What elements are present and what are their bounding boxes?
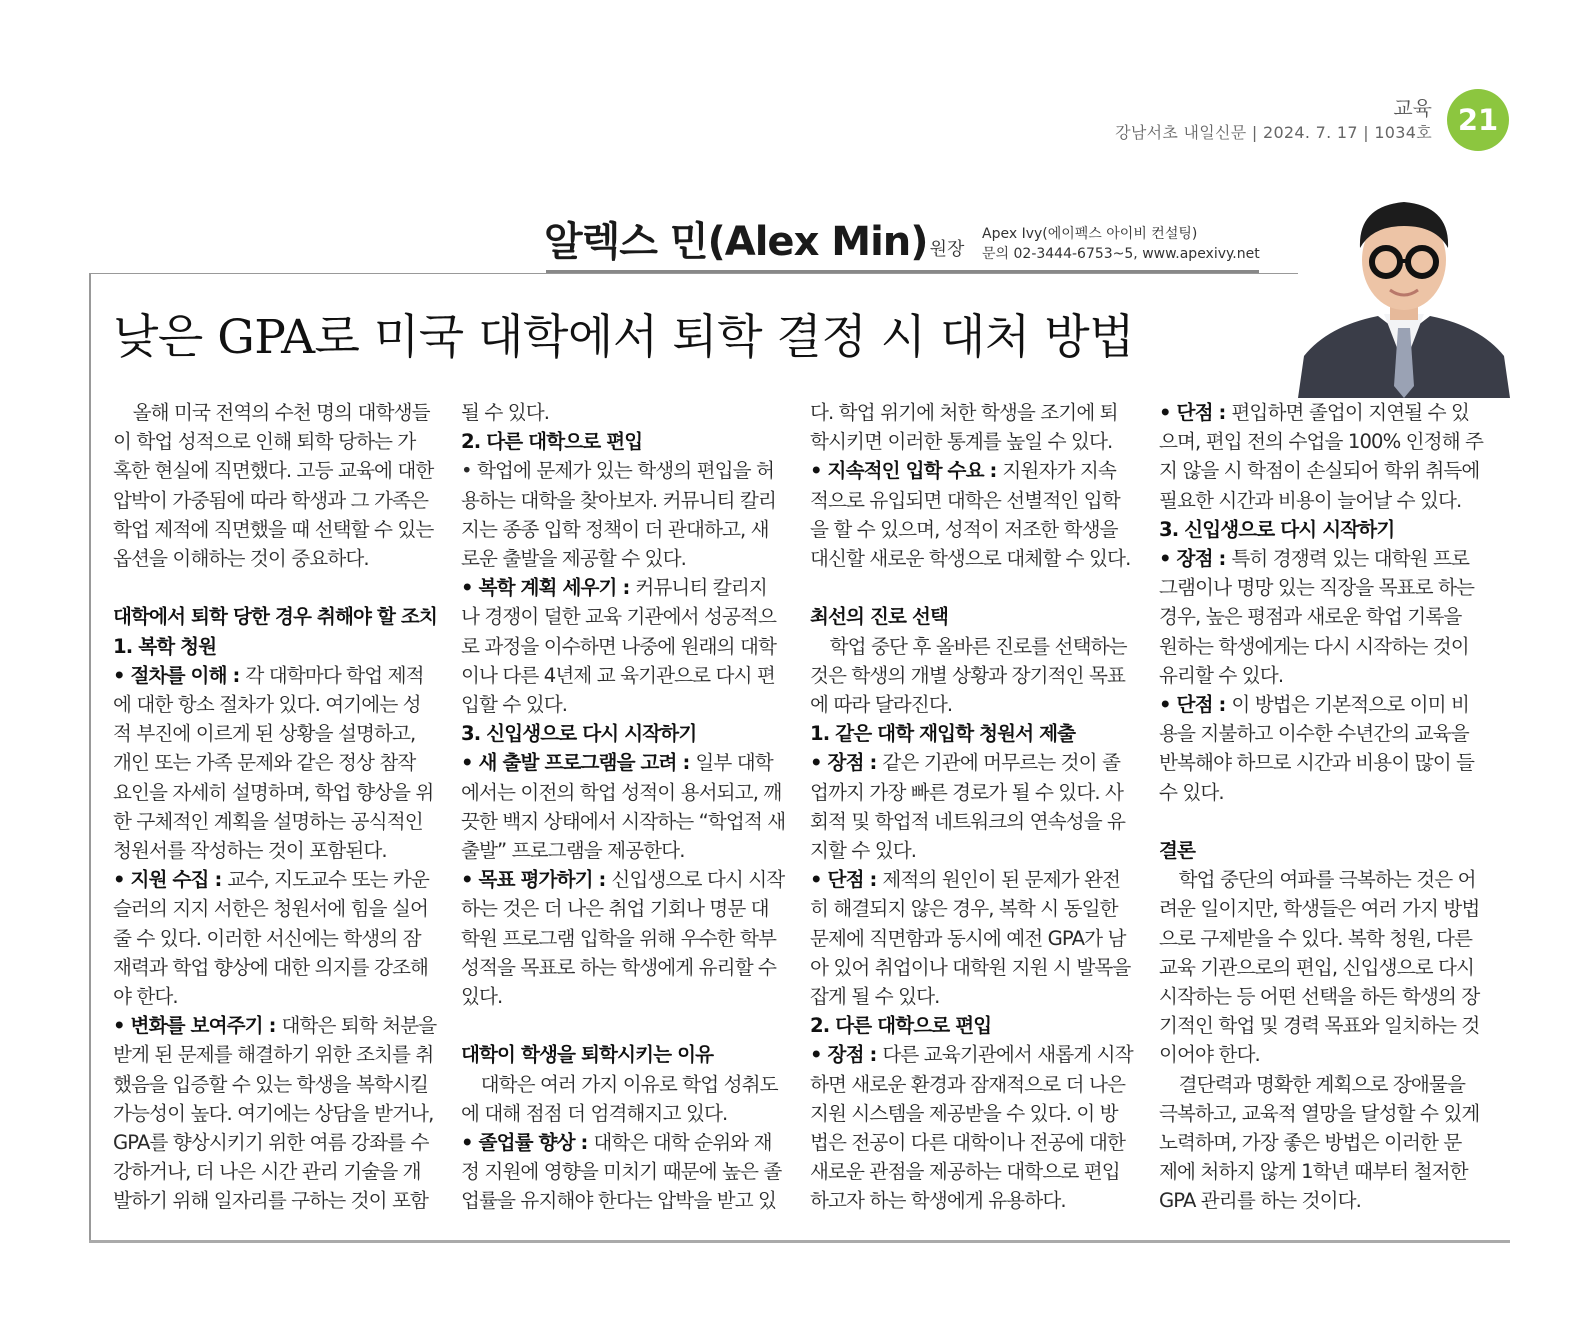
text-line: 될 수 있다. bbox=[461, 401, 550, 424]
text-line: 받게 된 문제를 해결하기 위한 조치를 취 bbox=[113, 1043, 434, 1067]
bullet-label: • 새 출발 프로그램을 고려 : bbox=[461, 751, 696, 775]
subheading: 1. 복학 청원 bbox=[113, 634, 217, 658]
bullet-label: • 지속적인 입학 수요 : bbox=[810, 459, 1003, 483]
section-label: 교육 bbox=[1393, 96, 1432, 120]
text-line: 대신할 새로운 학생으로 대체할 수 있다. bbox=[810, 547, 1131, 571]
text-line: • 복학 계획 세우기 : 커뮤니티 칼리지 bbox=[461, 576, 767, 600]
text-line: 가능성이 높다. 여기에는 상담을 받거나, bbox=[113, 1101, 434, 1125]
text-line: 이나 다른 4년제 교 육기관으로 다시 편 bbox=[461, 663, 775, 687]
bullet-label: • 장점 : bbox=[810, 751, 883, 775]
bullet-label: • 졸업률 향상 : bbox=[461, 1131, 594, 1155]
article-column-4 bbox=[1159, 398, 1494, 1216]
text-line: 하는 것은 더 나은 취업 기회나 명문 대 bbox=[461, 897, 769, 921]
author-contact: 문의 02-3444-6753~5, www.apexivy.net bbox=[982, 246, 1260, 262]
text-line: 하면 새로운 환경과 잠재적으로 더 나은 bbox=[810, 1072, 1126, 1096]
text-line: 기적인 학업 및 경력 목표와 일치하는 것 bbox=[1159, 1014, 1480, 1038]
text-line: GPA를 향상시키기 위한 여름 강좌를 수 bbox=[113, 1131, 429, 1155]
author-name: 알렉스 민(Alex Min) bbox=[544, 219, 928, 265]
bullet-label: • 지원 수집 : bbox=[113, 868, 228, 892]
text-line: 로운 출발을 제공할 수 있다. bbox=[461, 547, 686, 571]
text-line: 줄 수 있다. 이러한 서신에는 학생의 잠 bbox=[113, 926, 421, 950]
text-line: 청원서를 작성하는 것이 포함된다. bbox=[113, 839, 387, 863]
text-line: 입할 수 있다. bbox=[461, 693, 568, 717]
bullet-label: • 절차를 이해 : bbox=[113, 663, 246, 687]
text-line: • 지원 수집 : 교수, 지도교수 또는 카운 bbox=[113, 868, 429, 892]
text-line: • 새 출발 프로그램을 고려 : 일부 대학 bbox=[461, 751, 773, 775]
paragraph-gap bbox=[810, 573, 1145, 602]
text-line: 에서는 이전의 학업 성적이 용서되고, 깨 bbox=[461, 780, 782, 804]
text-line: 나 경쟁이 덜한 교육 기관에서 성공적으 bbox=[461, 605, 777, 629]
text-line: 업률을 유지해야 한다는 압박을 받고 있 bbox=[461, 1189, 777, 1213]
text-line: 강하거나, 더 나은 시간 관리 기술을 개 bbox=[113, 1160, 421, 1184]
text-line: 적 부진에 이르게 된 상황을 설명하고, bbox=[113, 722, 416, 746]
text-line: 슬러의 지지 서한은 청원서에 힘을 실어 bbox=[113, 897, 429, 921]
text-line: 지는 종종 입학 정책이 더 관대하고, 새 bbox=[461, 517, 769, 541]
text-line: • 절차를 이해 : 각 대학마다 학업 제적 bbox=[113, 663, 424, 687]
text-line: 제에 처하지 않게 1학년 때부터 철저한 bbox=[1159, 1160, 1468, 1184]
text-line: 요인을 자세히 설명하며, 학업 향상을 위 bbox=[113, 780, 434, 804]
text-line: 필요한 시간과 비용이 늘어날 수 있다. bbox=[1159, 488, 1462, 512]
text-line: 결단력과 명확한 계획으로 장애물을 bbox=[1178, 1072, 1465, 1096]
text-line: 학업 제적에 직면했을 때 선택할 수 있는 bbox=[113, 517, 434, 541]
text-line: • 단점 : 이 방법은 기본적으로 이미 비 bbox=[1159, 693, 1470, 717]
article-column-1 bbox=[113, 398, 448, 1216]
text-line: 혹한 현실에 직면했다. 고등 교육에 대한 bbox=[113, 459, 434, 483]
text-line: 을 할 수 있으며, 성적이 저조한 학생을 bbox=[810, 517, 1118, 541]
text-line: 에 따라 달라진다. bbox=[810, 693, 953, 717]
bullet-label: • 복학 계획 세우기 : bbox=[461, 576, 636, 600]
text-line: 법은 전공이 다른 대학이나 전공에 대한 bbox=[810, 1131, 1126, 1155]
text-line: 려운 일이지만, 학생들은 여러 가지 방법 bbox=[1159, 897, 1480, 921]
text-line: 했음을 입증할 수 있는 학생을 복학시킬 bbox=[113, 1072, 429, 1096]
text-line: • 장점 : 다른 교육기관에서 새롭게 시작 bbox=[810, 1043, 1133, 1067]
paragraph-gap bbox=[461, 1011, 796, 1040]
text-line: 원하는 학생에게는 다시 시작하는 것이 bbox=[1159, 634, 1469, 658]
text-line: 아 있어 취업이나 대학원 지원 시 발목을 bbox=[810, 955, 1131, 979]
bullet-label: • 변화를 보여주기 : bbox=[113, 1014, 282, 1038]
text-line: 히 해결되지 않은 경우, 복학 시 동일한 bbox=[810, 897, 1118, 921]
text-line: 것은 학생의 개별 상황과 장기적인 목표 bbox=[810, 663, 1126, 687]
text-line: 유리할 수 있다. bbox=[1159, 663, 1284, 687]
text-line: 용을 지불하고 이수한 수년간의 교육을 bbox=[1159, 722, 1469, 746]
author-company: Apex Ivy(에이펙스 아이비 컨설팅) bbox=[982, 226, 1198, 242]
text-line: • 단점 : 편입하면 졸업이 지연될 수 있 bbox=[1159, 401, 1470, 424]
text-line: 있다. bbox=[461, 985, 503, 1009]
subheading: 대학이 학생을 퇴학시키는 이유 bbox=[461, 1043, 714, 1067]
text-line: 잡게 될 수 있다. bbox=[810, 985, 940, 1009]
text-line: 업까지 가장 빠른 경로가 될 수 있다. 사 bbox=[810, 780, 1124, 804]
text-line: 학시키면 이러한 통계를 높일 수 있다. bbox=[810, 430, 1113, 454]
text-line: • 단점 : 제적의 원인이 된 문제가 완전 bbox=[810, 868, 1121, 892]
text-line: 문제에 직면함과 동시에 예전 GPA가 남 bbox=[810, 926, 1126, 950]
text-line: 경우, 높은 평점과 새로운 학업 기록을 bbox=[1159, 605, 1462, 629]
text-line: 지 않을 시 학점이 손실되어 학위 취득에 bbox=[1159, 459, 1480, 483]
subheading: 2. 다른 대학으로 편입 bbox=[461, 430, 643, 454]
text-line: • 장점 : 특히 경쟁력 있는 대학원 프로 bbox=[1159, 547, 1470, 571]
text-line: 재력과 학업 향상에 대한 의지를 강조해 bbox=[113, 955, 429, 979]
text-line: 이 학업 성적으로 인해 퇴학 당하는 가 bbox=[113, 430, 416, 454]
text-line: • 지속적인 입학 수요 : 지원자가 지속 bbox=[810, 459, 1116, 483]
subheading: 2. 다른 대학으로 편입 bbox=[810, 1014, 992, 1038]
text-line: 적으로 유입되면 대학은 선별적인 입학 bbox=[810, 488, 1120, 512]
text-line: 으며, 편입 전의 수업을 100% 인정해 주 bbox=[1159, 430, 1484, 454]
text-line: 새로운 관점을 제공하는 대학으로 편입 bbox=[810, 1160, 1120, 1184]
author-company-block bbox=[982, 224, 1260, 264]
bullet-label: • 장점 : bbox=[810, 1043, 883, 1067]
text-line: • 변화를 보여주기 : 대학은 퇴학 처분을 bbox=[113, 1014, 437, 1038]
author-byline bbox=[544, 210, 964, 267]
text-line: 출발” 프로그램을 제공한다. bbox=[461, 839, 685, 863]
text-line: 용하는 대학을 찾아보자. 커뮤니티 칼리 bbox=[461, 488, 777, 512]
bullet-label: • 단점 : bbox=[810, 868, 883, 892]
text-line: 하고자 하는 학생에게 유용하다. bbox=[810, 1189, 1066, 1213]
text-line: 반복해야 하므로 시간과 비용이 많이 들 bbox=[1159, 751, 1475, 775]
bullet-label: • 단점 : bbox=[1159, 693, 1232, 717]
text-line: GPA 관리를 하는 것이다. bbox=[1159, 1189, 1361, 1213]
author-photo bbox=[1298, 186, 1510, 398]
paragraph-gap bbox=[113, 573, 448, 602]
text-line: • 장점 : 같은 기관에 머무르는 것이 졸 bbox=[810, 751, 1121, 775]
text-line: 지원 시스템을 제공받을 수 있다. 이 방 bbox=[810, 1101, 1118, 1125]
subheading: 결론 bbox=[1159, 839, 1196, 863]
subheading: 3. 신입생으로 다시 시작하기 bbox=[461, 722, 697, 746]
text-line: 으로 구제받을 수 있다. 복학 청원, 다른 bbox=[1159, 926, 1473, 950]
text-line: • 목표 평가하기 : 신입생으로 다시 시작 bbox=[461, 868, 785, 892]
frame-bottom-rule bbox=[89, 1240, 1510, 1243]
text-line: 올해 미국 전역의 수천 명의 대학생들 bbox=[132, 401, 430, 424]
text-line: 개인 또는 가족 문제와 같은 정상 참작 bbox=[113, 751, 416, 775]
text-line: 학원 프로그램 입학을 위해 우수한 학부 bbox=[461, 926, 777, 950]
issue-info: 강남서초 내일신문 | 2024. 7. 17 | 1034호 bbox=[1115, 123, 1432, 142]
text-line: 그램이나 명망 있는 직장을 목표로 하는 bbox=[1159, 576, 1475, 600]
text-line: 수 있다. bbox=[1159, 780, 1224, 804]
text-line: 다. 학업 위기에 처한 학생을 조기에 퇴 bbox=[810, 401, 1118, 424]
subheading: 3. 신입생으로 다시 시작하기 bbox=[1159, 517, 1395, 541]
subheading: 대학에서 퇴학 당한 경우 취해야 할 조치 bbox=[113, 605, 437, 629]
text-line: • 졸업률 향상 : 대학은 대학 순위와 재 bbox=[461, 1131, 772, 1155]
text-line: 성적을 목표로 하는 학생에게 유리할 수 bbox=[461, 955, 777, 979]
bullet-label: • 장점 : bbox=[1159, 547, 1232, 571]
headline: 낮은 GPA로 미국 대학에서 퇴학 결정 시 대처 방법 bbox=[113, 310, 1135, 365]
text-line: 회적 및 학업적 네트워크의 연속성을 유 bbox=[810, 809, 1126, 833]
text-line: 대학은 여러 가지 이유로 학업 성취도 bbox=[480, 1072, 778, 1096]
page-number-badge: 21 bbox=[1447, 89, 1509, 151]
subheading: 1. 같은 대학 재입학 청원서 제출 bbox=[810, 722, 1076, 746]
text-line: 정 지원에 영향을 미치기 때문에 높은 졸 bbox=[461, 1160, 782, 1184]
bullet-label: • 단점 : bbox=[1159, 401, 1232, 424]
paragraph-gap bbox=[1159, 807, 1494, 836]
text-line: 에 대한 항소 절차가 있다. 여기에는 성 bbox=[113, 693, 421, 717]
subheading: 최선의 진로 선택 bbox=[810, 605, 949, 629]
frame-top-rule bbox=[90, 273, 1510, 274]
text-line: 발하기 위해 일자리를 구하는 것이 포함 bbox=[113, 1189, 429, 1213]
text-line: 극복하고, 교육적 열망을 달성할 수 있게 bbox=[1159, 1101, 1480, 1125]
text-line: 학업 중단 후 올바른 진로를 선택하는 bbox=[829, 634, 1127, 658]
text-line: 노력하며, 가장 좋은 방법은 이러한 문 bbox=[1159, 1131, 1462, 1155]
text-line: 야 한다. bbox=[113, 985, 178, 1009]
author-title: 원장 bbox=[929, 239, 965, 260]
text-line: 지할 수 있다. bbox=[810, 839, 917, 863]
text-line: 압박이 가중됨에 따라 학생과 그 가족은 bbox=[113, 488, 429, 512]
text-line: 옵션을 이해하는 것이 중요하다. bbox=[113, 547, 369, 571]
text-line: 시작하는 등 어떤 선택을 하든 학생의 장 bbox=[1159, 985, 1480, 1009]
article-column-2 bbox=[461, 398, 796, 1216]
article-column-3 bbox=[810, 398, 1145, 1216]
text-line: 끗한 백지 상태에서 시작하는 “학업적 새 bbox=[461, 809, 786, 833]
text-line: • 학업에 문제가 있는 학생의 편입을 허 bbox=[461, 459, 775, 483]
frame-left-rule bbox=[89, 273, 91, 1243]
text-line: 에 대해 점점 더 엄격해지고 있다. bbox=[461, 1101, 728, 1125]
text-line: 교육 기관으로의 편입, 신입생으로 다시 bbox=[1159, 955, 1475, 979]
bullet-label: • 목표 평가하기 : bbox=[461, 868, 612, 892]
text-line: 로 과정을 이수하면 나중에 원래의 대학 bbox=[461, 634, 777, 658]
text-line: 한 구체적인 계획을 설명하는 공식적인 bbox=[113, 809, 423, 833]
text-line: 학업 중단의 여파를 극복하는 것은 어 bbox=[1178, 868, 1476, 892]
text-line: 이어야 한다. bbox=[1159, 1043, 1260, 1067]
